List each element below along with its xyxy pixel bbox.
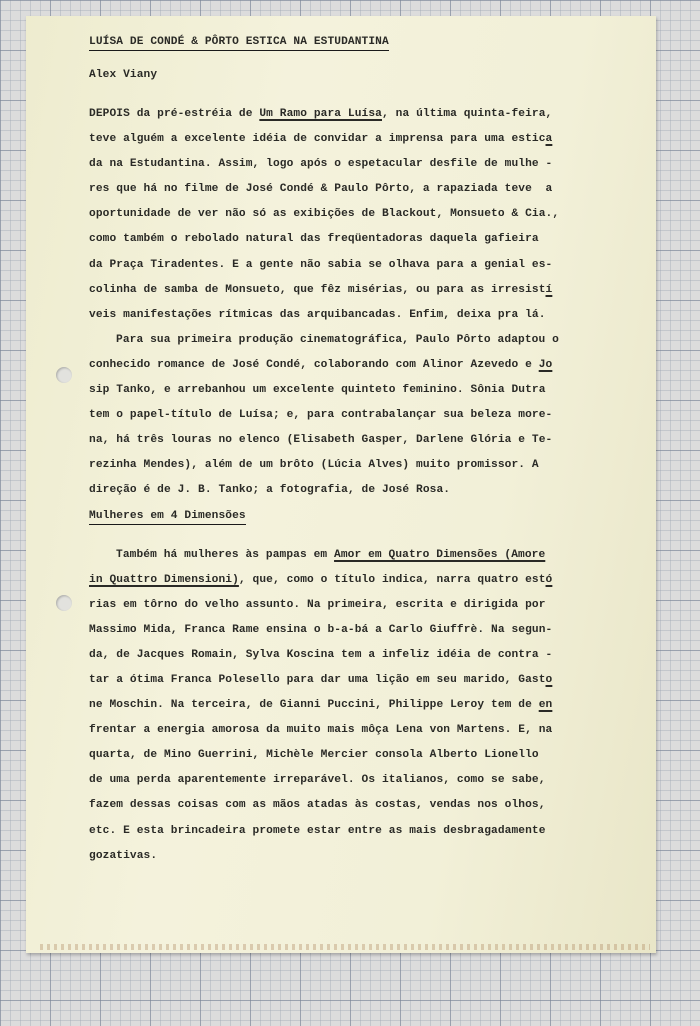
document-body	[89, 36, 609, 869]
text-line: gozativas.	[89, 849, 158, 862]
text-line: na, há três louras no elenco (Elisabeth Gasper, Darlene Glória e Te-	[89, 434, 553, 447]
text-line	[89, 693, 609, 718]
paragraph-3	[89, 543, 609, 869]
film-title: in Quattro Dimensioni)	[89, 573, 239, 586]
paragraph-2	[89, 328, 609, 504]
text-line: Para sua primeira produção cinematográfica, Paulo Pôrto adaptou o	[116, 333, 559, 346]
text-line	[89, 668, 609, 693]
text-span: a	[545, 133, 553, 146]
text-line: Massimo Mida, Franca Rame ensina o b-a-bá a Carlo Giuffrè. Na segun-	[89, 623, 553, 636]
text-span: , que, como o título indica, narra quatro est	[238, 573, 546, 586]
text-line: de uma perda aparentemente irreparável. Os italianos, como se sabe,	[89, 774, 546, 787]
text-line: oportunidade de ver não só as exibições de Blackout, Monsueto & Cia.,	[89, 208, 560, 221]
paragraph-1	[89, 102, 609, 328]
text-span: í	[545, 283, 553, 296]
film-title: Amor em Quatro Dimensões (Amore	[334, 548, 546, 561]
text-line: fazem dessas coisas com as mãos atadas às costas, vendas nos olhos,	[89, 799, 546, 812]
text-line: rezinha Mendes), além de um brôto (Lúcia Alves) muito promissor. A	[89, 459, 539, 472]
text-line: veis manifestações rítmicas das arquibancadas. Enfim, deixa pra lá.	[89, 308, 546, 321]
text-line: rias em tôrno do velho assunto. Na primeira, escrita e dirigida por	[89, 598, 546, 611]
text-span: conhecido romance de José Condé, colaborando com Alinor Azevedo e	[89, 358, 539, 371]
text-line: da Praça Tiradentes. E a gente não sabia se olhava para a genial es-	[89, 258, 553, 271]
text-span: teve alguém a excelente idéia de convidar a imprensa para uma estic	[89, 133, 546, 146]
author-name: Alex Viany	[89, 69, 158, 81]
text-span: , na última quinta-feira,	[382, 108, 553, 120]
text-line	[89, 278, 609, 303]
text-span: tar a ótima Franca Polesello para dar uma lição em seu marido, Gast	[89, 673, 546, 686]
text-line	[89, 353, 609, 378]
punch-hole	[56, 367, 72, 383]
text-span: o	[545, 673, 553, 686]
document-title: LUÍSA DE CONDÉ & PÔRTO ESTICA NA ESTUDANTINA	[89, 36, 389, 51]
text-line: direção é de J. B. Tanko; a fotografia, de José Rosa.	[89, 484, 451, 497]
text-line	[89, 127, 609, 152]
text-line: frentar a energia amorosa da muito mais môça Lena von Martens. E, na	[89, 724, 553, 737]
text-span: ó	[545, 573, 553, 586]
text-line: da, de Jacques Romain, Sylva Koscina tem a infeliz idéia de contra -	[89, 648, 553, 661]
text-span: DEPOIS da pré-estréia de	[89, 108, 260, 120]
text-line	[89, 543, 609, 568]
text-span: colinha de samba de Monsueto, que fêz misérias, ou para as irresist	[89, 283, 546, 296]
text-line: como também o rebolado natural das freqüentadoras daquela gafieira	[89, 233, 539, 246]
film-title: Um Ramo para Luísa	[259, 108, 382, 120]
text-line: sip Tanko, e arrebanhou um excelente quinteto feminino. Sônia Dutra	[89, 384, 546, 397]
text-span: en	[538, 699, 553, 712]
text-line: res que há no filme de José Condé & Paulo Pôrto, a rapaziada teve a	[89, 183, 553, 196]
text-line: tem o papel-título de Luísa; e, para contrabalançar sua beleza more-	[89, 409, 553, 422]
text-span: ne Moschin. Na terceira, de Gianni Puccini, Philippe Leroy tem de	[89, 699, 539, 712]
text-line	[89, 102, 609, 127]
text-line: da na Estudantina. Assim, logo após o espetacular desfile de mulhe -	[89, 158, 553, 171]
section-heading: Mulheres em 4 Dimensões	[89, 510, 246, 525]
text-span: Também há mulheres às pampas em	[116, 548, 335, 561]
punch-hole	[56, 595, 72, 611]
text-line: etc. E esta brincadeira promete estar entre as mais desbragadamente	[89, 824, 546, 837]
text-span: Jo	[538, 358, 553, 371]
text-line	[89, 568, 609, 593]
text-line: quarta, de Mino Guerrini, Michèle Mercier consola Alberto Lionello	[89, 749, 539, 762]
